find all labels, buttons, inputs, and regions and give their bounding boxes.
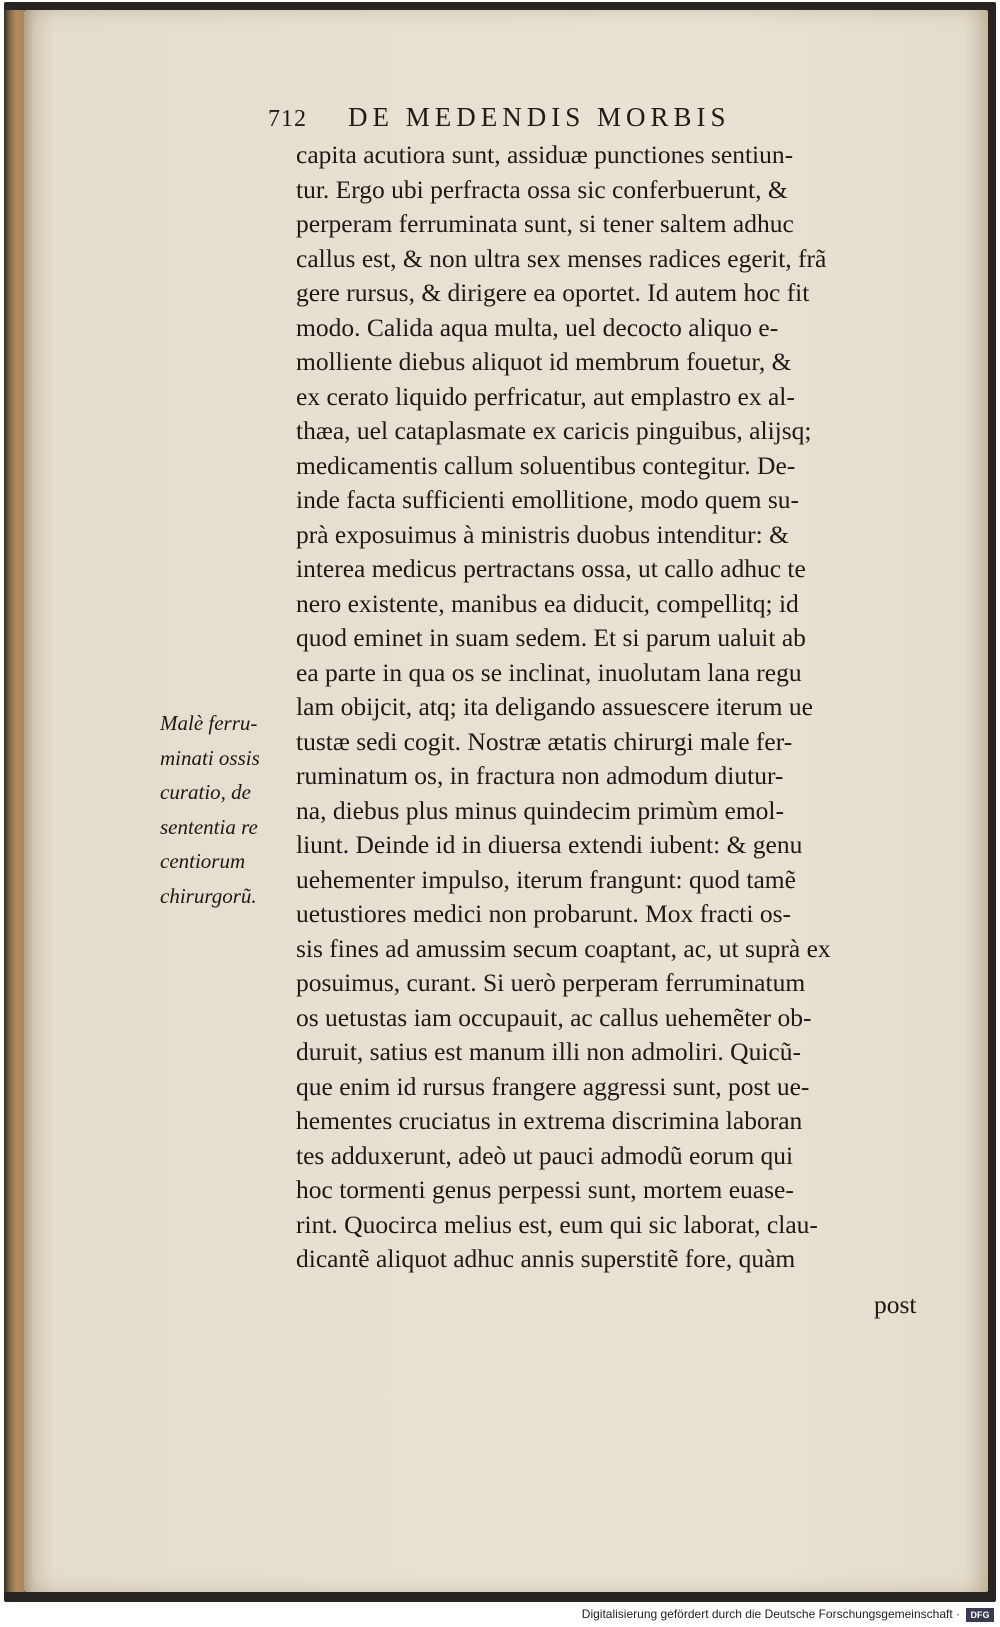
text-line: gere rursus, & dirigere ea oportet. Id autem hoc fit bbox=[296, 278, 810, 307]
marginal-note-line: chirurgorũ. bbox=[160, 883, 257, 908]
funding-credit: Digitalisierung gefördert durch die Deutsche Forschungsgemeinschaft · bbox=[581, 1607, 960, 1621]
text-line: tes adduxerunt, adeò ut pauci admodũ eorum qui bbox=[296, 1140, 794, 1170]
text-line: perperam ferruminata sunt, si tener saltem adhuc bbox=[296, 209, 794, 238]
book-spine-edge bbox=[4, 10, 24, 1592]
marginal-note-line: curatio, de bbox=[160, 780, 251, 804]
text-line: callus est, & non ultra sex menses radices egerit, frã bbox=[296, 243, 827, 273]
text-line: prà exposuimus à ministris duobus intenditur: & bbox=[296, 519, 789, 549]
text-line: ex cerato liquido perfricatur, aut emplastro ex al- bbox=[296, 381, 795, 411]
text-line: capita acutiora sunt, assiduæ punctiones sentiun- bbox=[296, 140, 794, 169]
running-head bbox=[268, 102, 731, 133]
text-line: quod eminet in suam sedem. Et si parum ualuit ab bbox=[296, 623, 806, 652]
text-line: tur. Ergo ubi perfracta ossa sic conferbuerunt, & bbox=[296, 174, 788, 204]
text-line: uetustiores medici non probarunt. Mox fracti os- bbox=[296, 899, 792, 928]
marginal-note-line: minati ossis bbox=[160, 745, 260, 770]
text-line: os uetustas iam occupauit, ac callus uehemẽter ob- bbox=[296, 1002, 812, 1032]
text-line: hementes cruciatus in extrema discrimina laboran bbox=[296, 1106, 803, 1135]
marginal-note-line: centiorum bbox=[160, 849, 246, 873]
text-line: que enim id rursus frangere aggressi sunt, post ue- bbox=[296, 1071, 810, 1101]
running-title: DE MEDENDIS MORBIS bbox=[348, 102, 731, 132]
text-line: sis fines ad amussim secum coaptant, ac, ut suprà ex bbox=[296, 933, 831, 963]
body-text bbox=[296, 138, 936, 1277]
text-line: modo. Calida aqua multa, uel decocto aliquo e- bbox=[296, 312, 779, 342]
text-line: medicamentis callum soluentibus contegitur. De- bbox=[296, 450, 796, 480]
text-line: inde facta sufficienti emollitione, modo quem su- bbox=[296, 485, 800, 514]
text-line: rint. Quocirca melius est, eum qui sic laborat, clau- bbox=[296, 1209, 818, 1239]
catchword: post bbox=[874, 1290, 917, 1319]
text-line: ruminatum os, in fractura non admodum diutur- bbox=[296, 761, 784, 790]
text-line: tustæ sedi cogit. Nostræ ætatis chirurgi male fer- bbox=[296, 726, 793, 756]
text-line: liunt. Deinde id in diuersa extendi iubent: & genu bbox=[296, 830, 803, 859]
text-line: hoc tormenti genus perpessi sunt, mortem euase- bbox=[296, 1175, 794, 1204]
text-line: thæa, uel cataplasmate ex caricis pinguibus, alijsq; bbox=[296, 416, 812, 445]
marginal-note-line: Malè ferru- bbox=[160, 711, 258, 735]
text-line: posuimus, curant. Si uerò perperam ferruminatum bbox=[296, 968, 806, 997]
dfg-logo-icon: DFG bbox=[966, 1608, 994, 1622]
text-line: molliente diebus aliquot id membrum fouetur, & bbox=[296, 347, 792, 376]
text-line: duruit, satius est manum illi non admoliri. Quicũ- bbox=[296, 1037, 801, 1066]
page-number: 712 bbox=[268, 106, 307, 132]
marginal-note-line: sententia re bbox=[160, 814, 258, 839]
text-line: na, diebus plus minus quindecim primùm emol- bbox=[296, 795, 784, 825]
text-line: uehementer impulso, iterum frangunt: quod tamẽ bbox=[296, 864, 796, 894]
text-line: lam obijcit, atq; ita deligando assuescere iterum ue bbox=[296, 692, 813, 721]
text-line: nero existente, manibus ea diducit, compellitq; id bbox=[296, 588, 799, 618]
footer-bar bbox=[0, 1604, 1000, 1627]
text-line: interea medicus pertractans ossa, ut callo adhuc te bbox=[296, 554, 806, 583]
text-line: dicantẽ aliquot adhuc annis superstitẽ fore, quàm bbox=[296, 1244, 796, 1273]
marginal-note bbox=[160, 706, 292, 913]
text-line: ea parte in qua os se inclinat, inuolutam lana regu bbox=[296, 657, 802, 687]
